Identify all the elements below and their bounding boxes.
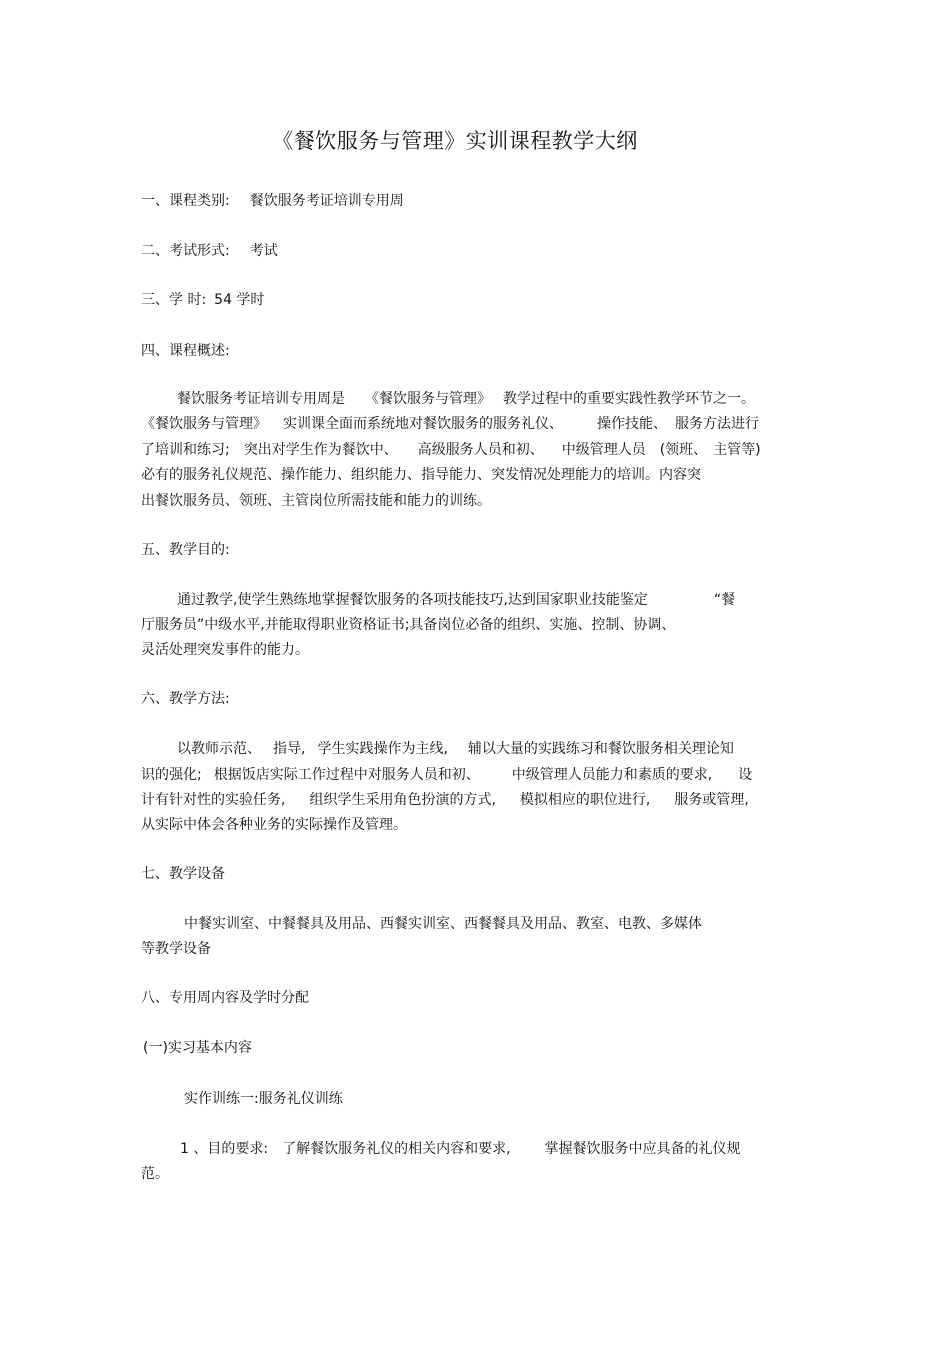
paragraph-line — [177, 739, 734, 759]
text-run: 掌握餐饮服务中应具备的礼仪规 — [544, 1141, 741, 1157]
text-run: 学生实践操作为主线, — [317, 741, 448, 757]
text-run: 突出对学生作为餐饮中、 — [243, 442, 398, 458]
paragraph-line: 厅服务员”中级水平,并能取得职业资格证书;具备岗位必备的组织、实施、控制、协调、 — [141, 617, 676, 633]
text-run: 辅以大量的实践练习和餐饮服务相关理论知 — [467, 741, 734, 757]
text-run: 中级管理人员 — [561, 442, 646, 458]
course-category-label: 一、课程类别: — [141, 193, 230, 209]
text-run: 主管等) — [713, 442, 761, 458]
paragraph-line: 必有的服务礼仪规范、操作能力、组织能力、指导能力、突发情况处理能力的培训。内容突 — [141, 467, 701, 483]
paragraph-line: 灵活处理突发事件的能力。 — [141, 642, 309, 658]
exam-form-value: 考试 — [249, 243, 278, 259]
paragraph-line: 范。 — [141, 1166, 169, 1182]
course-category-value: 餐饮服务考证培训专用周 — [249, 193, 404, 209]
text-run: 餐饮服务考证培训专用周是 — [177, 391, 345, 407]
text-run: 中级管理人员能力和素质的要求, — [511, 767, 713, 783]
text-run: “餐 — [713, 592, 736, 608]
text-run: 1 、目的要求: — [180, 1141, 269, 1157]
text-run: 模拟相应的职位进行, — [519, 792, 651, 808]
text-run: 服务方法进行 — [675, 416, 759, 432]
paragraph-line: 等教学设备 — [141, 941, 211, 957]
paragraph-line — [177, 389, 755, 409]
section-heading-equipment: 七、教学设备 — [141, 866, 225, 882]
text-run: 计有针对性的实验任务, — [141, 792, 286, 808]
text-run: (领班、 — [659, 442, 708, 458]
paragraph-line — [180, 1139, 741, 1159]
text-run: 以教师示范、 — [177, 741, 261, 757]
paragraph-line: 从实际中体会各种业务的实际操作及管理。 — [141, 817, 407, 833]
text-run: 设 — [738, 767, 753, 783]
document-title: 《餐饮服务与管理》实训课程教学大纲 — [272, 129, 638, 153]
text-run: 了培训和练习; — [141, 442, 230, 458]
paragraph-line — [141, 414, 759, 434]
text-run: 实训课全面而系统地对餐饮服务的服务礼仪、 — [283, 416, 563, 432]
class-hours-label: 三、学 时: — [141, 292, 207, 308]
exam-form-label: 二、考试形式: — [141, 243, 230, 259]
paragraph-line — [177, 590, 735, 610]
text-run: 操作技能、 — [597, 416, 667, 432]
section-heading-overview: 四、课程概述: — [141, 343, 230, 359]
class-hours — [141, 290, 264, 310]
text-run: 通过教学,使学生熟练地掌握餐饮服务的各项技能技巧,达到国家职业技能鉴定 — [177, 592, 648, 608]
paragraph-line — [141, 765, 752, 785]
exam-form — [141, 241, 278, 261]
text-run: 教学过程中的重要实践性教学环节之一。 — [503, 391, 755, 407]
subsection-heading: (一)实习基本内容 — [143, 1040, 252, 1056]
text-run: 《餐饮服务与管理》 — [365, 391, 491, 407]
text-run: 了解餐饮服务礼仪的相关内容和要求, — [282, 1141, 511, 1157]
text-run: 根据饭店实际工作过程中对服务人员和初、 — [213, 767, 480, 783]
course-category — [141, 191, 404, 211]
paragraph-line: 中餐实训室、中餐餐具及用品、西餐实训室、西餐餐具及用品、教室、电教、多媒体 — [184, 916, 702, 932]
text-run: 组织学生采用角色扮演的方式, — [309, 792, 496, 808]
section-heading-objective: 五、教学目的: — [141, 542, 230, 558]
text-run: 服务或管理, — [674, 792, 749, 808]
text-run: 高级服务人员和初、 — [417, 442, 544, 458]
class-hours-value: 54 学时 — [214, 292, 265, 308]
training-title: 实作训练一:服务礼仪训练 — [184, 1091, 343, 1107]
paragraph-line — [141, 440, 761, 460]
section-heading-method: 六、教学方法: — [141, 691, 230, 707]
text-run: 《餐饮服务与管理》 — [141, 416, 267, 432]
text-run: 识的强化; — [141, 767, 202, 783]
paragraph-line — [141, 790, 749, 810]
paragraph-line: 出餐饮服务员、领班、主管岗位所需技能和能力的训练。 — [141, 493, 491, 509]
section-heading-schedule: 八、专用周内容及学时分配 — [141, 990, 309, 1006]
text-run: 指导, — [273, 741, 306, 757]
